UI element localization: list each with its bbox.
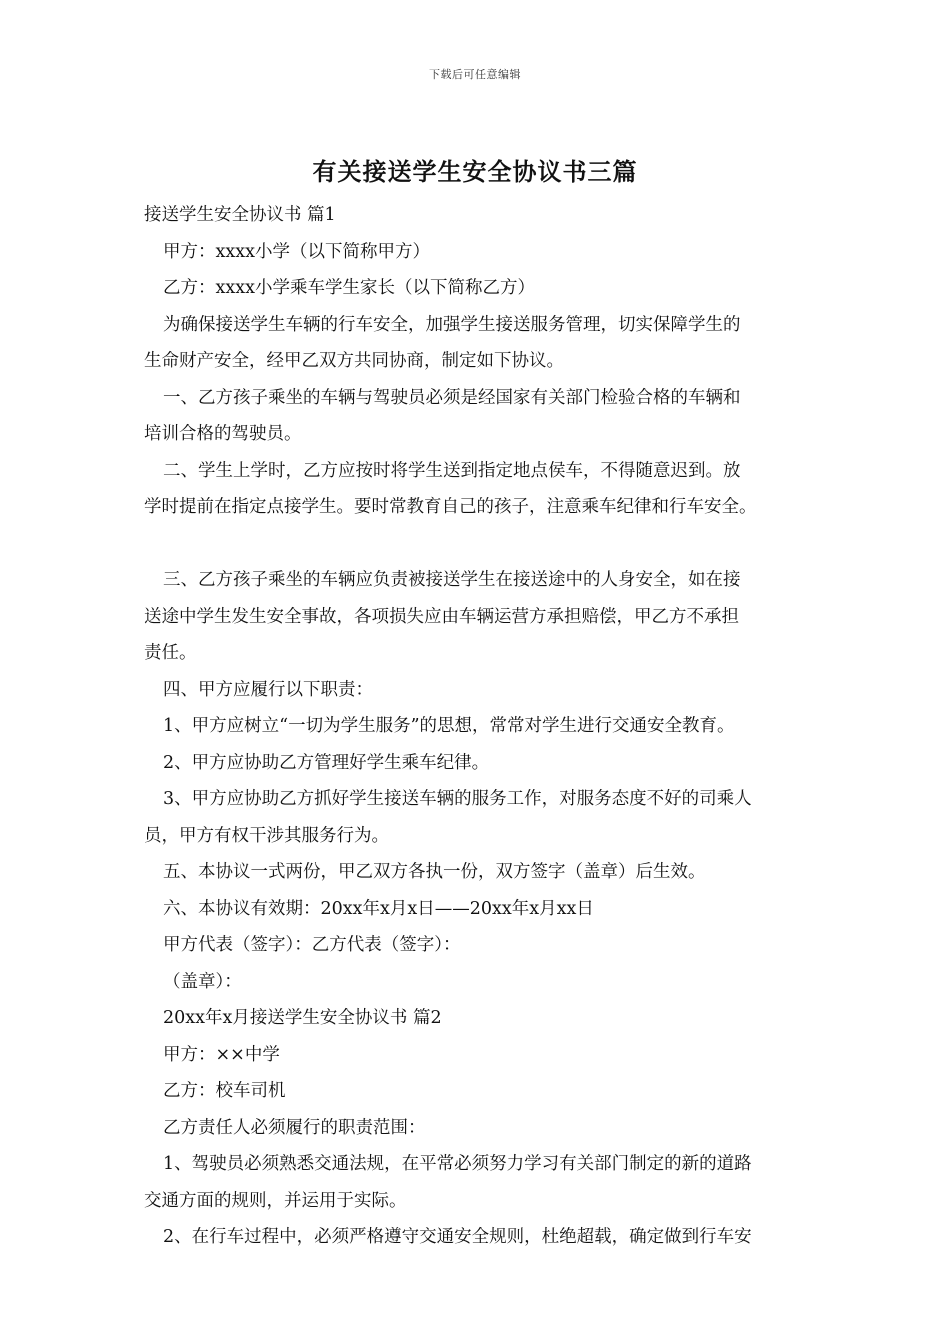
text-line: 乙方：校车司机	[163, 1081, 286, 1101]
document-body	[144, 197, 824, 1256]
text-line: 交通方面的规则，并运用于实际。	[144, 1190, 407, 1211]
text-line: 2、甲方应协助乙方管理好学生乘车纪律。	[163, 752, 490, 773]
text-line: 一、乙方孩子乘坐的车辆与驾驶员必须是经国家有关部门检验合格的车辆和	[163, 387, 741, 408]
text-line: 四、甲方应履行以下职责：	[163, 679, 373, 700]
text-line: 生命财产安全，经甲乙双方共同协商，制定如下协议。	[144, 351, 564, 371]
blank-line	[144, 526, 824, 563]
text-line: 员，甲方有权干涉其服务行为。	[144, 825, 389, 846]
text-line: 接送学生安全协议书 篇1	[144, 205, 336, 225]
text-line: 甲方：××中学	[163, 1044, 280, 1065]
text-line: 乙方：xxxx小学乘车学生家长（以下简称乙方）	[163, 278, 535, 298]
text-line: 1、驾驶员必须熟悉交通法规，在平常必须努力学习有关部门制定的新的道路	[163, 1154, 752, 1174]
text-line: 六、本协议有效期：20xx年x月x日——20xx年x月xx日	[163, 898, 594, 919]
text-line: 责任。	[144, 643, 197, 663]
text-line: 二、学生上学时，乙方应按时将学生送到指定地点侯车，不得随意迟到。放	[163, 460, 741, 481]
text-line: 学时提前在指定点接学生。要时常教育自己的孩子，注意乘车纪律和行车安全。	[144, 497, 757, 517]
text-line: 甲方代表（签字）：乙方代表（签字）：	[163, 935, 461, 955]
text-line: 3、甲方应协助乙方抓好学生接送车辆的服务工作，对服务态度不好的司乘人	[163, 789, 752, 809]
text-line: 1、甲方应树立“一切为学生服务”的思想，常常对学生进行交通安全教育。	[163, 716, 735, 736]
text-line: 送途中学生发生安全事故，各项损失应由车辆运营方承担赔偿，甲乙方不承担	[144, 606, 739, 627]
text-line: 2、在行车过程中，必须严格遵守交通安全规则，杜绝超载，确定做到行车安	[163, 1227, 752, 1247]
text-line: （盖章）：	[163, 971, 242, 992]
text-line: 为确保接送学生车辆的行车安全，加强学生接送服务管理，切实保障学生的	[163, 314, 741, 335]
text-line: 甲方：xxxx小学（以下简称甲方）	[163, 241, 430, 262]
text-line: 三、乙方孩子乘坐的车辆应负责被接送学生在接送途中的人身安全，如在接	[163, 570, 741, 590]
document-title: 有关接送学生安全协议书三篇	[312, 157, 638, 186]
text-line: 乙方责任人必须履行的职责范围：	[163, 1117, 426, 1138]
text-line: 五、本协议一式两份，甲乙双方各执一份，双方签字（盖章）后生效。	[163, 862, 706, 882]
header-note: 下载后可任意编辑	[429, 68, 521, 81]
text-line: 20xx年x月接送学生安全协议书 篇2	[163, 1008, 442, 1028]
text-line: 培训合格的驾驶员。	[144, 424, 302, 444]
